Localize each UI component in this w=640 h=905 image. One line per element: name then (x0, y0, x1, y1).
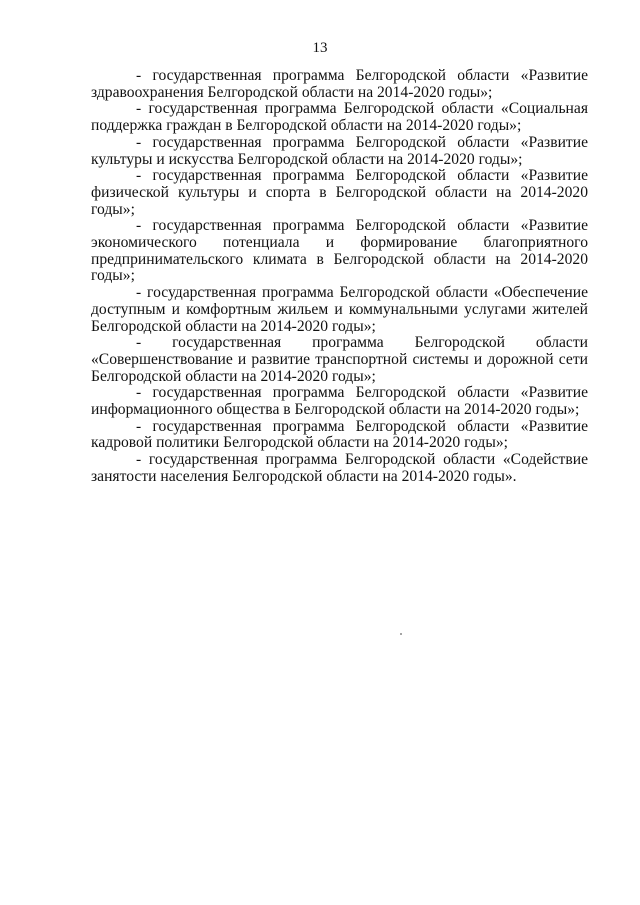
program-item-sport: - государственная программа Белгородской области «Развитие физической культуры и спорта в Белгородской области на 2014-2020 годы»; (91, 167, 588, 218)
page-number: 13 (312, 40, 328, 56)
program-item-housing: - государственная программа Белгородской области «Обеспечение доступным и комфортным жильем и коммунальными услугами жителей Белгородской области на 2014-2020 годы»; (91, 284, 588, 335)
scan-speck (400, 633, 402, 635)
program-item-information-society: - государственная программа Белгородской области «Развитие информационного общества в Белгородской области на 2014-2020 годы»; (91, 384, 588, 419)
program-item-personnel-policy: - государственная программа Белгородской области «Развитие кадровой политики Белгородской области на 2014-2020 годы»; (91, 417, 588, 452)
program-item-economy: - государственная программа Белгородской области «Развитие экономического потенциала и формирование благоприятного предпринимательского климата в Белгородской области на 2014-2020 годы»; (91, 217, 588, 285)
program-item-culture: - государственная программа Белгородской области «Развитие культуры и искусства Белгородской области на 2014-2020 годы»; (91, 133, 588, 168)
program-item-employment: - государственная программа Белгородской области «Содействие занятости населения Белгородской области на 2014-2020 годы». (91, 451, 588, 485)
program-item-social-support: - государственная программа Белгородской области «Социальная поддержка граждан в Белгородской области на 2014-2020 годы»; (91, 100, 588, 135)
program-item-transport: - государственная программа Белгородской области «Совершенствование и развитие транспортной системы и дорожной сети Белгородской области на 2014-2020 годы»; (91, 334, 588, 385)
program-item-healthcare: - государственная программа Белгородской области «Развитие здравоохранения Белгородской области на 2014-2020 годы»; (91, 67, 588, 101)
document-body (91, 68, 588, 486)
